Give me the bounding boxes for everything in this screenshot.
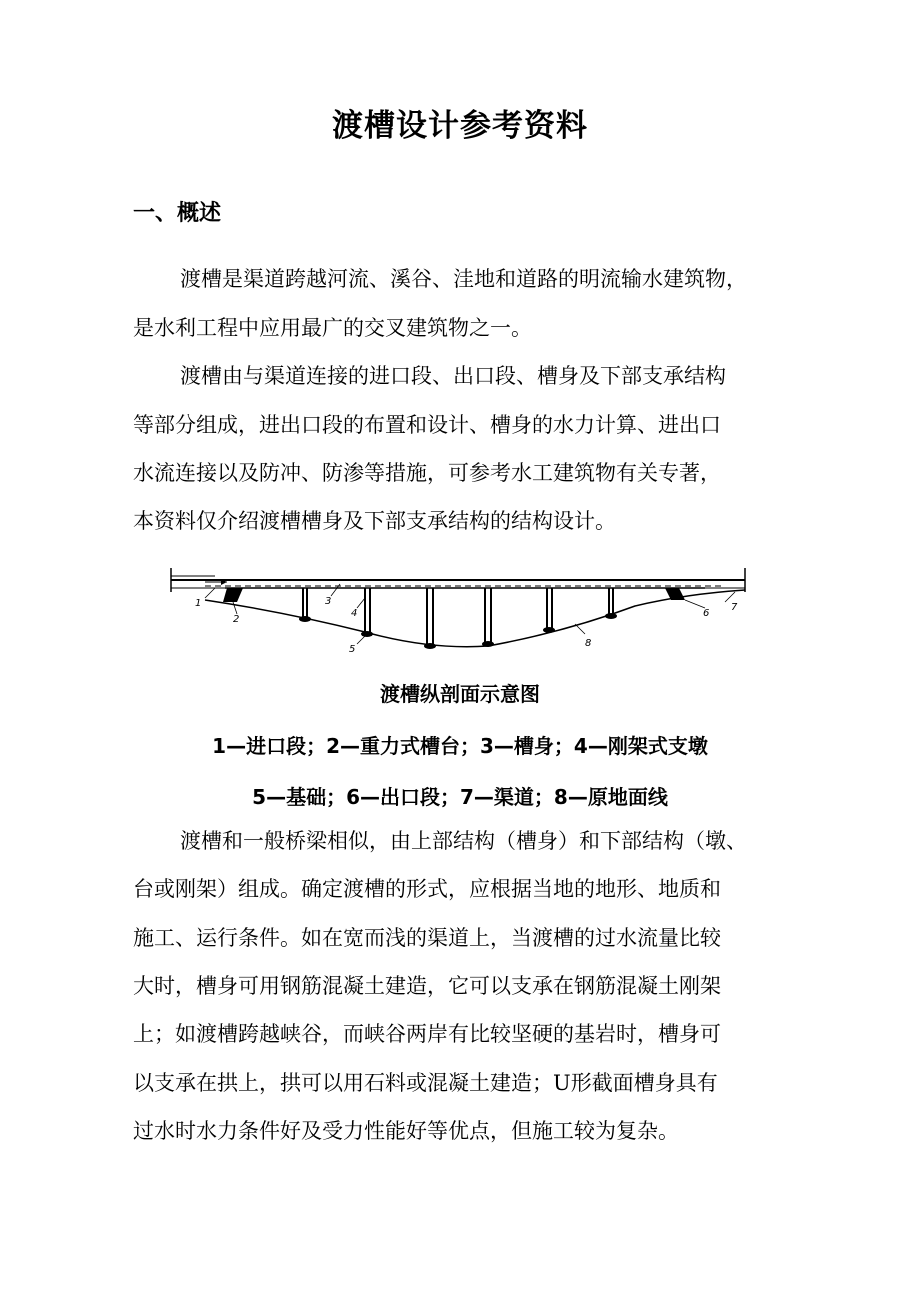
section-heading: 一、概述	[133, 201, 222, 226]
text-line: 施工、运行条件。如在宽而浅的渠道上，当渡槽的过水流量比较	[133, 926, 721, 950]
text-line: 渡槽是渠道跨越河流、溪谷、洼地和道路的明流输水建筑物，	[180, 267, 747, 291]
diagram-label: 3	[325, 596, 332, 607]
diagram-label: 6	[703, 608, 710, 619]
diagram-label: 4	[351, 608, 358, 619]
diagram-label: 8	[585, 638, 592, 649]
text-line: 大时，槽身可用钢筋混凝土建造，它可以支承在钢筋混凝土刚架	[133, 974, 721, 998]
diagram-label: 5	[349, 644, 356, 655]
text-line: 渡槽和一般桥梁相似，由上部结构（槽身）和下部结构（墩、	[180, 829, 747, 853]
text-line: 上；如渡槽跨越峡谷，而峡谷两岸有比较坚硬的基岩时，槽身可	[133, 1022, 721, 1046]
text-line: 等部分组成，进出口段的布置和设计、槽身的水力计算、进出口	[133, 413, 721, 437]
text-line: 是水利工程中应用最广的交叉建筑物之一。	[133, 316, 532, 340]
text-line: 以支承在拱上，拱可以用石料或混凝土建造；U形截面槽身具有	[133, 1071, 718, 1095]
diagram-label: 2	[233, 614, 240, 625]
page-title: 渡槽设计参考资料	[332, 108, 588, 144]
figure-legend-line-1: 1—进口段；2—重力式槽台；3—槽身；4—刚架式支墩	[212, 734, 708, 758]
figure-caption: 渡槽纵剖面示意图	[380, 682, 540, 706]
text-line: 过水时水力条件好及受力性能好等优点，但施工较为复杂。	[133, 1119, 679, 1143]
text-line: 水流连接以及防冲、防渗等措施，可参考水工建筑物有关专著，	[133, 461, 721, 485]
text-line: 台或刚架）组成。确定渡槽的形式，应根据当地的地形、地质和	[133, 877, 721, 901]
text-line: 渡槽由与渠道连接的进口段、出口段、槽身及下部支承结构	[180, 364, 726, 388]
frame-piers	[303, 588, 613, 644]
original-ground-line	[205, 590, 745, 647]
gravity-abutment-left	[223, 588, 243, 602]
diagram-label: 1	[195, 598, 202, 609]
text-line: 本资料仅介绍渡槽槽身及下部支承结构的结构设计。	[133, 509, 616, 533]
diagram-label: 7	[731, 602, 738, 613]
figure-legend-line-2: 5—基础；6—出口段；7—渠道；8—原地面线	[252, 785, 668, 809]
aqueduct-profile-diagram	[165, 562, 755, 664]
pier-foundations	[299, 613, 617, 649]
aqueduct-profile-svg	[165, 562, 755, 664]
